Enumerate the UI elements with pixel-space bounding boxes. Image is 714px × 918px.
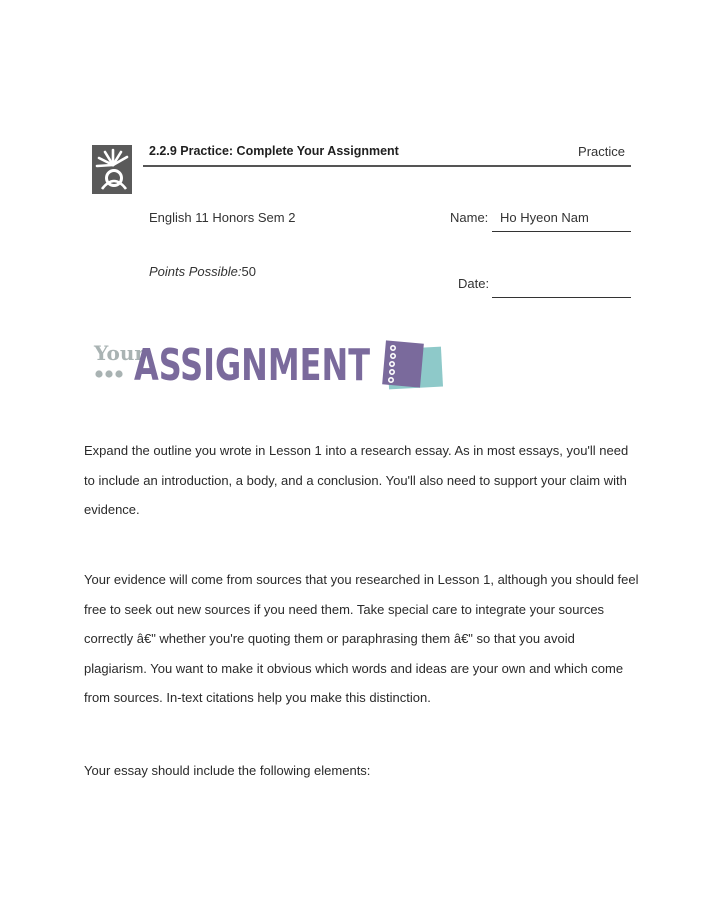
apex-logo-icon [92, 145, 132, 194]
points-possible [149, 264, 256, 279]
date-label: Date: [458, 276, 490, 291]
banner-word-big: ASSIGNMENT [134, 340, 370, 391]
paragraph-1: Expand the outline you wrote in Lesson 1 into a research essay. As in most essays, you'll need to include an introduction, a body, and a conclusion. You'll also need to support your claim with evidence. [84, 443, 629, 518]
assignment-type: Practice [578, 144, 625, 159]
paragraph-3: Your essay should include the following elements: [84, 763, 371, 778]
assignment-title: 2.2.9 Practice: Complete Your Assignment [149, 144, 399, 158]
name-label: Name: [450, 210, 489, 225]
date-field[interactable] [492, 297, 631, 298]
your-assignment-banner [92, 336, 446, 392]
paragraph-2: Your evidence will come from sources that you researched in Lesson 1, although you should feel free to seek out new sources if you need them. Take special care to integrate your sources correctly â€" whether you're quoting them or paraphrasing them â€" so that you avoid plagiarism. You want to make it obvious which words and ideas are your own and which come from sources. In-text citations help you make this distinction. [84, 572, 639, 706]
name-field[interactable]: Ho Hyeon Nam [500, 210, 589, 225]
points-value: 50 [241, 264, 256, 279]
header-divider [143, 165, 631, 167]
name-underline [492, 231, 631, 232]
points-label: Points Possible: [149, 264, 242, 279]
course-name: English 11 Honors Sem 2 [149, 210, 296, 225]
banner-word-small: Your [94, 341, 145, 365]
notebook-icon [382, 340, 443, 389]
